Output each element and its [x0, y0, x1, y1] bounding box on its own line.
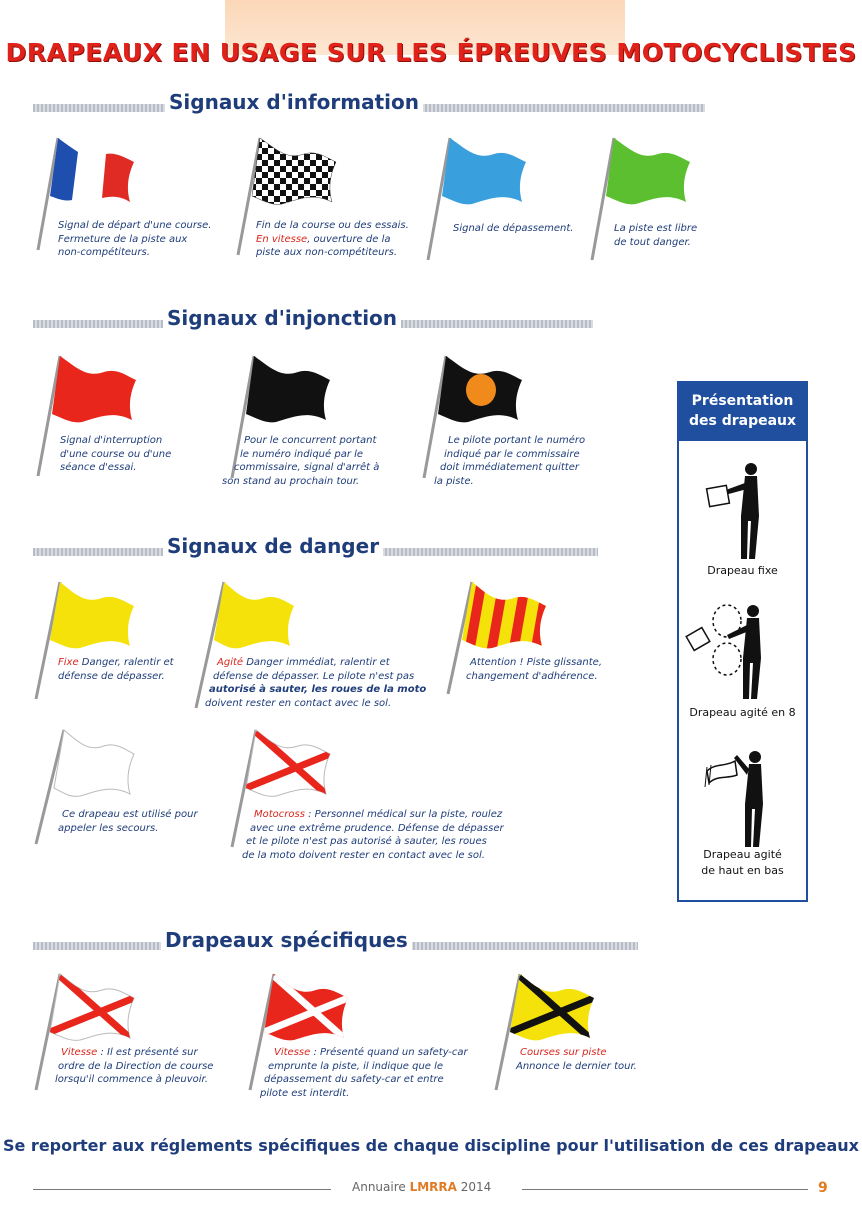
- presentation-panel: [677, 381, 808, 902]
- caption-white: Ce drapeau est utilisé pour appeler les secours.: [58, 809, 198, 834]
- section-injonction: [33, 306, 593, 332]
- section-info: [33, 90, 705, 116]
- page-number: 9: [818, 1180, 828, 1196]
- section-specifiques: [33, 928, 638, 954]
- section-title-injonction: Signaux d'injonction: [163, 306, 401, 330]
- caption-motocross: Motocross : Personnel médical sur la piste, roulez avec une extrême prudence. Défense de dépasser et le pilote n'est pas autorisé à sauter, les roues de la moto doivent rester en contact avec le sol.: [242, 809, 504, 861]
- footer-rule-right: [522, 1189, 808, 1190]
- yellow-flag-fixe-icon: [30, 574, 140, 704]
- footer-label: Annuaire LMRRA 2014: [352, 1180, 492, 1194]
- section-title-danger: Signaux de danger: [163, 534, 383, 558]
- caption-agite-8: Drapeau agité en 8: [689, 706, 796, 719]
- blue-flag-icon: [422, 130, 532, 260]
- flagman-fixe-icon: [703, 461, 783, 561]
- caption-red-flag: Signal d'interruption d'une course ou d'une séance d'essai.: [60, 435, 172, 473]
- section-title-specifiques: Drapeaux spécifiques: [161, 928, 412, 952]
- footer-rule-left: [33, 1189, 331, 1190]
- panel-header: Présentation des drapeaux: [679, 383, 806, 441]
- yellow-red-striped-flag-icon: [442, 574, 552, 704]
- bottom-note: Se reporter aux réglements spécifiques de chaque discipline pour l'utilisation de ces drapeaux: [2, 1136, 859, 1155]
- caption-striped: Attention ! Piste glissante, changement d'adhérence.: [466, 657, 603, 682]
- section-danger: [33, 534, 598, 560]
- caption-vitesse-2: Vitesse : Présenté quand un safety-car emprunte la piste, il indique que le dépassement du safety-car et entre pilote est interdit.: [260, 1047, 468, 1099]
- caption-haut-bas: Drapeau agité de haut en bas: [701, 848, 784, 877]
- caption-blue: Signal de dépassement.: [453, 223, 574, 234]
- flagman-agite-8-icon: [683, 601, 803, 701]
- caption-black: Pour le concurrent portant le numéro indiqué par le commissaire, signal d'arrêt à son stand au prochain tour.: [222, 435, 380, 487]
- flagman-haut-bas-icon: [699, 749, 789, 849]
- caption-fixe: Drapeau fixe: [707, 564, 778, 577]
- yellow-black-cross-flag-icon: [490, 966, 600, 1096]
- caption-checkered: Fin de la course ou des essais. En vitesse, ouverture de la piste aux non-compétiteurs.: [256, 220, 409, 258]
- caption-yellow-fixe: Fixe Danger, ralentir et défense de dépasser.: [58, 657, 174, 682]
- caption-vitesse-1: Vitesse : Il est présenté sur ordre de la Direction de course lorsqu'il commence à pleuvoir.: [55, 1047, 214, 1085]
- caption-green: La piste est libre de tout danger.: [614, 223, 698, 248]
- page-title: DRAPEAUX EN USAGE SUR LES ÉPREUVES MOTOCYCLISTES: [5, 38, 857, 67]
- caption-courses: Courses sur piste Annonce le dernier tour.: [516, 1047, 637, 1072]
- caption-black-orange: Le pilote portant le numéro indiqué par le commissaire doit immédiatement quitter la piste.: [434, 435, 586, 487]
- caption-france: Signal de départ d'une course. Fermeture de la piste aux non-compétiteurs.: [58, 220, 212, 258]
- section-title-info: Signaux d'information: [165, 90, 423, 114]
- caption-yellow-agite: Agité Danger immédiat, ralentir et défense de dépasser. Le pilote n'est pas autorisé à sauter, les roues de la moto doivent rester en contact avec le sol.: [205, 657, 427, 709]
